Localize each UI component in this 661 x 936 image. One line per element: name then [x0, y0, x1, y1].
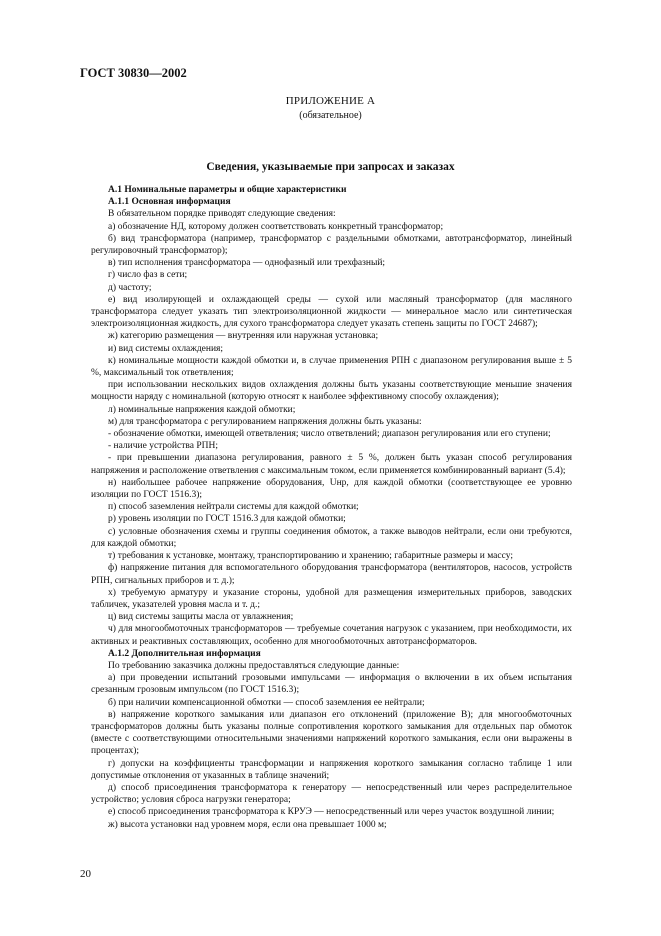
list-item: е) вид изолирующей и охлаждающей среды — сухой или масляный трансформатор (для масляного трансформатора следует указать тип электроизоляционной жидкости — минеральное масло или синтетическая электроизоляционная жидкость, для сухого трансформатора следует указать степень защиты по ГОСТ 24687);: [91, 294, 572, 330]
list-item: и) вид системы охлаждения;: [108, 343, 224, 354]
list-item: м) для трансформатора с регулированием напряжения должны быть указаны:: [108, 416, 422, 427]
list-item: ч) для многообмоточных трансформаторов — требуемые сочетания нагрузок с указанием, при необходимости, их активных и реактивных составляющих, особенно для многообмоточных автотрансформаторов.: [91, 624, 572, 647]
list-item: ц) вид системы защиты масла от увлажнения;: [108, 612, 294, 623]
list-item: д) частоту;: [108, 282, 152, 293]
list-item: а) обозначение НД, которому должен соответствовать конкретный трансформатор;: [108, 221, 444, 232]
list-item: т) требования к установке, монтажу, транспортированию и хранению; габаритные размеры и массу;: [108, 551, 513, 562]
list-item: к) номинальные мощности каждой обмотки и, в случае применения РПН с диапазоном регулирования выше ± 5 %, максимальный ток ответвления;: [91, 355, 572, 379]
a11-item-list: [91, 221, 572, 648]
list-item: при использовании нескольких видов охлаждения должны быть указаны соответствующие меньшие значения мощности наряду с номинальной (которую относят к наиболее эффективному способу охлаждения);: [91, 380, 572, 403]
list-item: е) способ присоединения трансформатора к КРУЭ — непосредственный или через участок воздушной линии;: [108, 807, 555, 818]
list-item: а) при проведении испытаний грозовыми импульсами — информация о включении в их объем испытания срезанным грозовым импульсом (по ГОСТ 1516.3);: [91, 673, 572, 696]
section-a11-title: А.1.1 Основная информация: [108, 197, 231, 208]
list-item: ж) высота установки над уровнем моря, если она превышает 1000 м;: [108, 819, 387, 830]
document-body: [91, 184, 572, 831]
list-item: р) уровень изоляции по ГОСТ 1516.3 для каждой обмотки;: [108, 514, 346, 525]
annex-heading: Сведения, указываемые при запросах и заказах: [206, 161, 455, 173]
list-item: б) вид трансформатора (например, трансформатор с раздельными обмотками, автотрансформатор, линейный регулировочный трансформатор);: [91, 233, 572, 257]
list-item: б) при наличии компенсационной обмотки — способ заземления ее нейтрали;: [108, 697, 425, 708]
list-item: ж) категорию размещения — внутренняя или наружная установка;: [108, 331, 379, 342]
list-item: - обозначение обмотки, имеющей ответвления; число ответвлений; диапазон регулирования или его ступени;: [108, 429, 551, 440]
list-item: ф) напряжение питания для вспомогательного оборудования трансформатора (вентиляторов, насосов, устройств РПН, сигнальных приборов и т. д.);: [91, 563, 572, 586]
list-item: - наличие устройства РПН;: [108, 441, 218, 452]
section-a12-intro: По требованию заказчика должны предоставляться следующие данные:: [108, 660, 400, 671]
list-item: г) число фаз в сети;: [108, 270, 188, 281]
list-item: х) требуемую арматуру и указание стороны, удобной для размещения измерительных приборов, заводских табличек, указателей уровня масла и т. д.;: [91, 587, 572, 610]
list-item: л) номинальные напряжения каждой обмотки;: [108, 404, 296, 415]
annex-title: ПРИЛОЖЕНИЕ А: [285, 95, 376, 107]
page-number: 20: [80, 868, 91, 880]
list-item: - при превышении диапазона регулирования, равного ± 5 %, должен быть указан способ регулирования напряжения и расположение ответвления с максимальным током, если применяется комбинированный вариант (5.4);: [91, 453, 572, 476]
annex-subtitle: (обязательное): [299, 110, 362, 121]
list-item: в) тип исполнения трансформатора — однофазный или трехфазный;: [108, 258, 386, 269]
list-item: н) наибольшее рабочее напряжение оборудования, Uнр, для каждой обмотки (соответствующее ее уровню изоляции по ГОСТ 1516.3);: [91, 477, 572, 501]
section-a1-title: А.1 Номинальные параметры и общие характеристики: [108, 185, 347, 195]
a12-item-list: [91, 672, 572, 831]
document-code: ГОСТ 30830—2002: [80, 66, 187, 80]
section-a12-title: А.1.2 Дополнительная информация: [108, 648, 261, 659]
list-item: с) условные обозначения схемы и группы соединения обмоток, а также выводов нейтрали, если они требуются, для каждой обмотки;: [91, 526, 572, 549]
list-item: п) способ заземления нейтрали системы для каждой обмотки;: [108, 502, 359, 513]
section-a11-intro: В обязательном порядке приводят следующие сведения:: [108, 209, 336, 220]
list-item: г) допуски на коэффициенты трансформации и напряжения короткого замыкания согласно таблице 1 или допустимые отклонения от указанных в таблице значений;: [91, 758, 572, 781]
list-item: в) напряжение короткого замыкания или диапазон его отклонений (приложение В); для многообмоточных трансформаторов должны быть указаны полные сопротивления короткого замыкания для отдельных пар обмоток (вместе с соответствующими относительными значениями напряжений короткого замыкания, если они выражены в процентах);: [91, 709, 572, 757]
list-item: д) способ присоединения трансформатора к генератору — непосредственный или через распределительное устройство; условия сброса нагрузки генератора;: [91, 782, 572, 806]
